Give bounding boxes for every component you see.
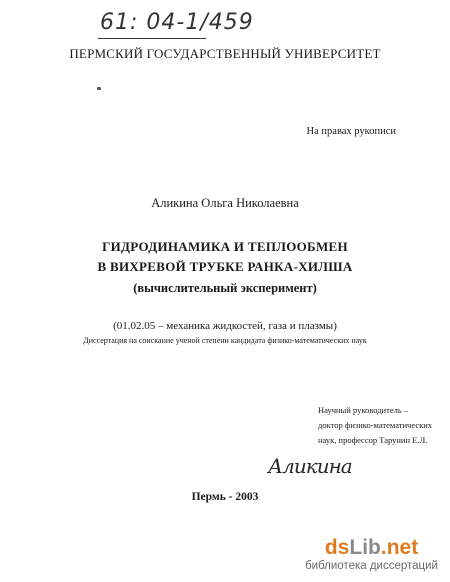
dissertation-title [0,237,450,299]
title-line-2: В ВИХРЕВОЙ ТРУБКЕ РАНКА-ХИЛША [97,259,353,274]
specialty-code: (01.02.05 – механика жидкостей, газа и плазмы) [113,320,337,332]
supervisor-block [318,403,432,448]
dslib-logo: dsLib.net [324,536,419,559]
archive-code-handwritten: 61: 04-1/459 [100,10,254,35]
university-name: ПЕРМСКИЙ ГОСУДАРСТВЕННЫЙ УНИВЕРСИТЕТ [69,46,381,61]
dissertation-note: Диссертация на соискание ученой степени кандидата физико-математических наук [83,336,367,345]
supervisor-line-2: доктор физико-математических [318,420,433,430]
handwritten-signature: Аликина [268,454,352,478]
place-year: Пермь - 2003 [191,491,259,503]
title-line-1: ГИДРОДИНАМИКА И ТЕПЛООБМЕН [102,239,348,254]
dslib-watermark[interactable] [305,536,438,572]
archive-code-underline [98,38,206,39]
rights-note: На правах рукописи [306,126,396,137]
dslib-subtitle: библиотека диссертаций [305,560,438,572]
title-subtitle: (вычислительный эксперимент) [133,281,317,295]
supervisor-line-3: наук, профессор Тарунин Е.Л. [318,435,428,445]
author-name: Аликина Ольга Николаевна [151,196,299,210]
supervisor-line-1: Научный руководитель – [318,405,409,415]
scan-speck [97,87,101,90]
